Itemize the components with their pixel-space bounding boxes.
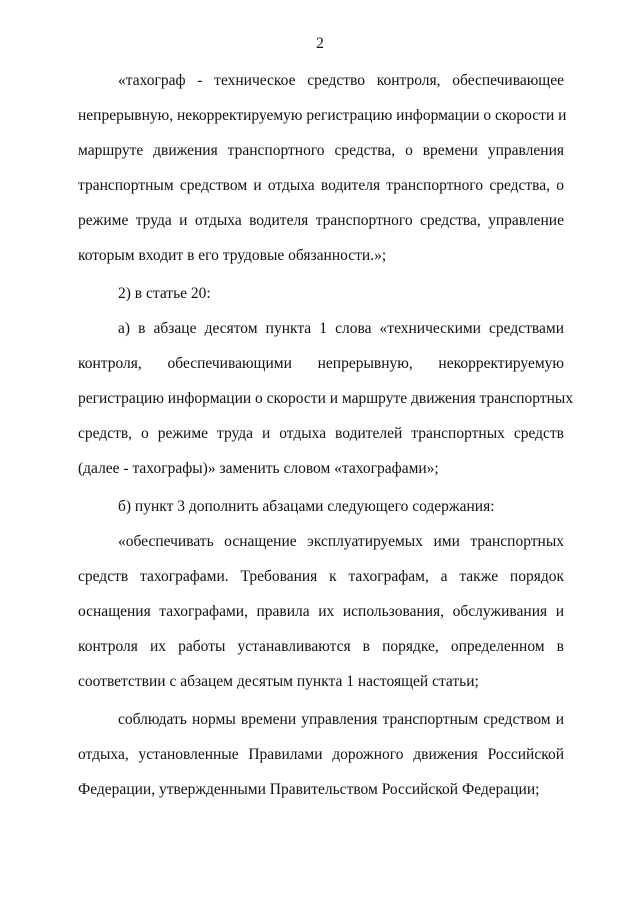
text-line: (далее - тахографы)» заменить словом «тахографами»; bbox=[78, 460, 439, 477]
text-line: регистрацию информации о скорости и маршруте движения транспортных bbox=[78, 390, 574, 407]
text-line: б) пункт 3 дополнить абзацами следующего содержания: bbox=[118, 498, 495, 515]
text-line: Федерации, утвержденными Правительством Российской Федерации; bbox=[78, 781, 540, 798]
text-line: маршруте движения транспортного средства, о времени управления bbox=[78, 142, 564, 159]
page-number: 2 bbox=[316, 35, 324, 52]
text-line: «тахограф - техническое средство контроля, обеспечивающее bbox=[118, 72, 564, 89]
text-line: контроля, обеспечивающими непрерывную, некорректируемую bbox=[78, 355, 564, 372]
text-line: средств, о режиме труда и отдыха водителей транспортных средств bbox=[78, 425, 564, 442]
text-line: отдыха, установленные Правилами дорожного движения Российской bbox=[78, 746, 564, 763]
text-line: а) в абзаце десятом пункта 1 слова «техническими средствами bbox=[118, 320, 564, 337]
text-line: непрерывную, некорректируемую регистрацию информации о скорости и bbox=[78, 107, 567, 124]
text-line: режиме труда и отдыха водителя транспортного средства, управление bbox=[78, 212, 564, 229]
text-line: 2) в статье 20: bbox=[118, 285, 211, 302]
text-line: оснащения тахографами, правила их использования, обслуживания и bbox=[78, 603, 564, 620]
text-line: «обеспечивать оснащение эксплуатируемых ими транспортных bbox=[118, 533, 564, 550]
text-line: транспортным средством и отдыха водителя транспортного средства, о bbox=[78, 177, 564, 194]
text-line: средств тахографами. Требования к тахографам, а также порядок bbox=[78, 568, 564, 585]
text-line: соответствии с абзацем десятым пункта 1 настоящей статьи; bbox=[78, 673, 479, 690]
text-line: соблюдать нормы времени управления транспортным средством и bbox=[118, 711, 564, 728]
text-line: контроля их работы устанавливаются в порядке, определенном в bbox=[78, 638, 564, 655]
text-line: которым входит в его трудовые обязанности.»; bbox=[78, 247, 387, 264]
